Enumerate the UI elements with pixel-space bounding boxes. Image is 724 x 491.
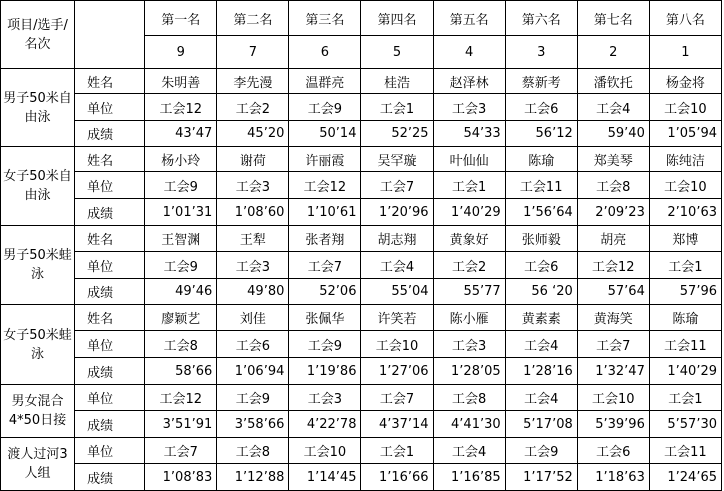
rank-points: 2 <box>577 36 649 69</box>
unit-cell: 工会8 <box>433 385 505 411</box>
result-cell: 1’32’47 <box>577 358 649 385</box>
result-cell: 1’14’45 <box>289 464 361 491</box>
row-label: 成绩 <box>75 411 145 438</box>
result-cell: 1’56’64 <box>505 199 577 226</box>
unit-cell: 工会10 <box>577 385 649 411</box>
athlete-name-cell: 叶仙仙 <box>433 147 505 172</box>
athlete-name-cell: 廖颖艺 <box>145 305 217 331</box>
result-cell: 1’40’29 <box>433 199 505 226</box>
row-label: 成绩 <box>75 199 145 226</box>
table-row <box>1 121 722 147</box>
rank-points: 6 <box>289 36 361 69</box>
result-cell: 50’14 <box>289 121 361 147</box>
rank-header: 第七名 <box>577 1 649 36</box>
row-label: 姓名 <box>75 69 145 94</box>
athlete-name-cell: 许丽霞 <box>289 147 361 172</box>
unit-cell: 工会7 <box>361 172 433 199</box>
result-cell: 54’33 <box>433 121 505 147</box>
result-cell: 1’28’05 <box>433 358 505 385</box>
athlete-name-cell: 赵泽林 <box>433 69 505 94</box>
row-label: 成绩 <box>75 358 145 385</box>
result-cell: 58’66 <box>145 358 217 385</box>
athlete-name-cell: 吴罕璇 <box>361 147 433 172</box>
event-title: 女子50米自由泳 <box>1 147 75 226</box>
result-cell: 1’01’31 <box>145 199 217 226</box>
athlete-name-cell: 张佩华 <box>289 305 361 331</box>
table-row <box>1 94 722 121</box>
table-row <box>1 252 722 279</box>
rank-header: 第四名 <box>361 1 433 36</box>
row-label: 单位 <box>75 252 145 279</box>
result-cell: 1’16’66 <box>361 464 433 491</box>
unit-cell: 工会9 <box>145 172 217 199</box>
result-cell: 1’08’60 <box>217 199 289 226</box>
unit-cell: 工会4 <box>505 385 577 411</box>
rank-header: 第一名 <box>145 1 217 36</box>
result-cell: 56 ‘20 <box>505 279 577 305</box>
athlete-name-cell: 桂浩 <box>361 69 433 94</box>
unit-cell: 工会3 <box>217 252 289 279</box>
result-cell: 57’64 <box>577 279 649 305</box>
result-cell: 3’51’91 <box>145 411 217 438</box>
unit-cell: 工会3 <box>433 94 505 121</box>
table-body <box>1 1 722 491</box>
rank-header: 第六名 <box>505 1 577 36</box>
athlete-name-cell: 谢荷 <box>217 147 289 172</box>
unit-cell: 工会6 <box>505 94 577 121</box>
row-label: 单位 <box>75 331 145 358</box>
table-row <box>1 69 722 94</box>
unit-cell: 工会10 <box>361 331 433 358</box>
rank-points: 5 <box>361 36 433 69</box>
athlete-name-cell: 黄素素 <box>505 305 577 331</box>
result-cell: 52’25 <box>361 121 433 147</box>
athlete-name-cell: 刘佳 <box>217 305 289 331</box>
athlete-name-cell: 胡志翔 <box>361 226 433 252</box>
row-label: 成绩 <box>75 464 145 491</box>
result-cell: 52’06 <box>289 279 361 305</box>
result-cell: 1’19’86 <box>289 358 361 385</box>
athlete-name-cell: 朱明善 <box>145 69 217 94</box>
corner-blank <box>75 1 145 69</box>
unit-cell: 工会3 <box>217 172 289 199</box>
athlete-name-cell: 陈瑜 <box>649 305 721 331</box>
unit-cell: 工会7 <box>145 438 217 464</box>
event-title: 女子50米蛙泳 <box>1 305 75 385</box>
unit-cell: 工会12 <box>577 252 649 279</box>
athlete-name-cell: 杨小玲 <box>145 147 217 172</box>
rank-header-row <box>1 1 722 36</box>
athlete-name-cell: 张师毅 <box>505 226 577 252</box>
athlete-name-cell: 李先漫 <box>217 69 289 94</box>
result-cell: 49’46 <box>145 279 217 305</box>
rank-points: 7 <box>217 36 289 69</box>
result-cell: 45’20 <box>217 121 289 147</box>
unit-cell: 工会10 <box>649 172 721 199</box>
table-row <box>1 331 722 358</box>
unit-cell: 工会3 <box>433 331 505 358</box>
unit-cell: 工会8 <box>577 172 649 199</box>
unit-cell: 工会8 <box>145 331 217 358</box>
unit-cell: 工会6 <box>217 331 289 358</box>
result-cell: 43’47 <box>145 121 217 147</box>
unit-cell: 工会11 <box>505 172 577 199</box>
unit-cell: 工会4 <box>433 438 505 464</box>
rank-points: 1 <box>649 36 721 69</box>
unit-cell: 工会2 <box>217 94 289 121</box>
unit-cell: 工会3 <box>289 385 361 411</box>
unit-cell: 工会7 <box>361 385 433 411</box>
unit-cell: 工会9 <box>289 94 361 121</box>
unit-cell: 工会2 <box>433 252 505 279</box>
unit-cell: 工会4 <box>577 94 649 121</box>
result-cell: 5’57’30 <box>649 411 721 438</box>
athlete-name-cell: 杨金将 <box>649 69 721 94</box>
unit-cell: 工会12 <box>145 94 217 121</box>
unit-cell: 工会1 <box>649 385 721 411</box>
result-cell: 1’40’29 <box>649 358 721 385</box>
table-row <box>1 411 722 438</box>
row-label: 单位 <box>75 385 145 411</box>
result-cell: 2’09’23 <box>577 199 649 226</box>
athlete-name-cell: 许笑若 <box>361 305 433 331</box>
athlete-name-cell: 郑博 <box>649 226 721 252</box>
table-row <box>1 147 722 172</box>
athlete-name-cell: 王智渊 <box>145 226 217 252</box>
athlete-name-cell: 王犁 <box>217 226 289 252</box>
unit-cell: 工会8 <box>217 438 289 464</box>
corner-header: 项目/选手/名次 <box>1 1 75 69</box>
athlete-name-cell: 潘钦托 <box>577 69 649 94</box>
unit-cell: 工会9 <box>217 385 289 411</box>
table-row <box>1 305 722 331</box>
rank-header: 第五名 <box>433 1 505 36</box>
event-title: 男女混合4*50日接 <box>1 385 75 438</box>
row-label: 成绩 <box>75 279 145 305</box>
result-cell: 59’40 <box>577 121 649 147</box>
unit-cell: 工会11 <box>649 331 721 358</box>
table-row <box>1 438 722 464</box>
athlete-name-cell: 黄象好 <box>433 226 505 252</box>
result-cell: 1’17’52 <box>505 464 577 491</box>
event-title: 男子50米蛙泳 <box>1 226 75 305</box>
result-cell: 3’58’66 <box>217 411 289 438</box>
result-cell: 1’16’85 <box>433 464 505 491</box>
athlete-name-cell: 温群亮 <box>289 69 361 94</box>
event-title: 渡人过河3人组 <box>1 438 75 491</box>
athlete-name-cell: 陈纯洁 <box>649 147 721 172</box>
athlete-name-cell: 胡亮 <box>577 226 649 252</box>
row-label: 姓名 <box>75 147 145 172</box>
athlete-name-cell: 陈瑜 <box>505 147 577 172</box>
unit-cell: 工会9 <box>289 331 361 358</box>
unit-cell: 工会1 <box>361 94 433 121</box>
result-cell: 4’37’14 <box>361 411 433 438</box>
athlete-name-cell: 陈小雁 <box>433 305 505 331</box>
result-cell: 1’27’06 <box>361 358 433 385</box>
rank-header: 第二名 <box>217 1 289 36</box>
unit-cell: 工会10 <box>649 94 721 121</box>
row-label: 姓名 <box>75 226 145 252</box>
row-label: 姓名 <box>75 305 145 331</box>
row-label: 成绩 <box>75 121 145 147</box>
result-cell: 1’10’61 <box>289 199 361 226</box>
rank-header: 第八名 <box>649 1 721 36</box>
unit-cell: 工会7 <box>289 252 361 279</box>
result-cell: 1’06’94 <box>217 358 289 385</box>
result-cell: 1’28’16 <box>505 358 577 385</box>
athlete-name-cell: 张者翔 <box>289 226 361 252</box>
athlete-name-cell: 蔡新考 <box>505 69 577 94</box>
unit-cell: 工会6 <box>577 438 649 464</box>
table-row <box>1 358 722 385</box>
unit-cell: 工会9 <box>145 252 217 279</box>
unit-cell: 工会7 <box>577 331 649 358</box>
rank-points: 3 <box>505 36 577 69</box>
unit-cell: 工会1 <box>433 172 505 199</box>
rank-header: 第三名 <box>289 1 361 36</box>
row-label: 单位 <box>75 172 145 199</box>
unit-cell: 工会1 <box>361 438 433 464</box>
row-label: 单位 <box>75 438 145 464</box>
rank-points: 4 <box>433 36 505 69</box>
result-cell: 55’77 <box>433 279 505 305</box>
result-cell: 5’17’08 <box>505 411 577 438</box>
result-cell: 1’18’63 <box>577 464 649 491</box>
unit-cell: 工会10 <box>289 438 361 464</box>
result-cell: 4’22’78 <box>289 411 361 438</box>
row-label: 单位 <box>75 94 145 121</box>
event-title: 男子50米自由泳 <box>1 69 75 147</box>
result-cell: 57’96 <box>649 279 721 305</box>
unit-cell: 工会1 <box>649 252 721 279</box>
table-row <box>1 226 722 252</box>
athlete-name-cell: 郑美琴 <box>577 147 649 172</box>
rank-points: 9 <box>145 36 217 69</box>
unit-cell: 工会4 <box>361 252 433 279</box>
unit-cell: 工会11 <box>649 438 721 464</box>
result-cell: 1’08’83 <box>145 464 217 491</box>
result-cell: 1’24’65 <box>649 464 721 491</box>
result-cell: 56’12 <box>505 121 577 147</box>
table-row <box>1 464 722 491</box>
result-cell: 55’04 <box>361 279 433 305</box>
result-cell: 4’41’30 <box>433 411 505 438</box>
unit-cell: 工会9 <box>505 438 577 464</box>
result-cell: 5’39’96 <box>577 411 649 438</box>
result-cell: 1’12’88 <box>217 464 289 491</box>
table-row <box>1 385 722 411</box>
table-row <box>1 279 722 305</box>
table-row <box>1 199 722 226</box>
unit-cell: 工会12 <box>145 385 217 411</box>
athlete-name-cell: 黄海笑 <box>577 305 649 331</box>
result-cell: 2’10’63 <box>649 199 721 226</box>
unit-cell: 工会6 <box>505 252 577 279</box>
unit-cell: 工会12 <box>289 172 361 199</box>
result-cell: 1’20’96 <box>361 199 433 226</box>
table-row <box>1 172 722 199</box>
result-cell: 1’05’94 <box>649 121 721 147</box>
result-cell: 49’80 <box>217 279 289 305</box>
unit-cell: 工会4 <box>505 331 577 358</box>
